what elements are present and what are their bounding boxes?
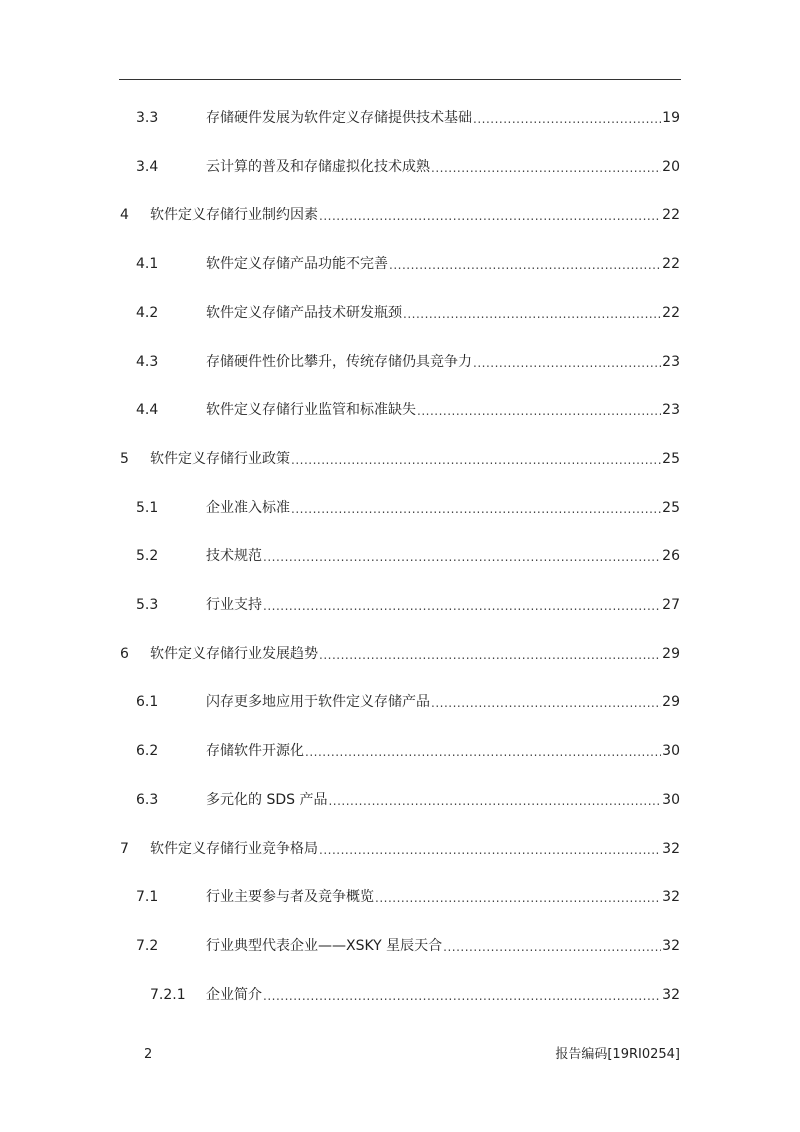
toc-dot-leader — [431, 157, 661, 179]
toc-dot-leader — [403, 303, 661, 325]
toc-entry[interactable] — [136, 399, 680, 421]
toc-entry-page: 29 — [662, 694, 680, 710]
toc-entry-number: 5.3 — [136, 597, 159, 613]
toc-entry[interactable] — [136, 351, 680, 373]
toc-entry-page: 32 — [662, 889, 680, 905]
toc-entry-title: 存储软件开源化 — [206, 743, 304, 759]
toc-entry-page: 32 — [662, 987, 680, 1003]
toc-entry-number: 5.1 — [136, 500, 159, 516]
toc-entry-number: 3.3 — [136, 110, 159, 126]
toc-entry-number: 6.1 — [136, 694, 159, 710]
toc-entry-number: 4 — [120, 207, 129, 223]
toc-entry[interactable] — [136, 302, 680, 324]
toc-dot-leader — [305, 741, 661, 763]
toc-entry-page: 22 — [662, 305, 680, 321]
toc-entry-number: 6.3 — [136, 792, 159, 808]
toc-entry-number: 3.4 — [136, 159, 159, 175]
toc-entry[interactable] — [136, 691, 680, 713]
toc-dot-leader — [443, 936, 661, 958]
toc-entry[interactable] — [120, 838, 680, 860]
toc-entry-number: 7.2.1 — [150, 987, 186, 1003]
toc-entry-page: 22 — [662, 256, 680, 272]
toc-dot-leader — [263, 985, 661, 1007]
toc-entry-page: 29 — [662, 646, 680, 662]
toc-entry-number: 4.4 — [136, 402, 159, 418]
toc-dot-leader — [319, 839, 661, 861]
toc-dot-leader — [291, 449, 661, 471]
toc-entry[interactable] — [136, 156, 680, 178]
toc-entry-page: 30 — [662, 792, 680, 808]
toc-entry-title: 软件定义存储行业制约因素 — [150, 207, 318, 223]
toc-entry-page: 30 — [662, 743, 680, 759]
toc-entry-title: 云计算的普及和存储虚拟化技术成熟 — [206, 159, 430, 175]
toc-entry-number: 7 — [120, 841, 129, 857]
toc-entry-page: 26 — [662, 548, 680, 564]
toc-entry-page: 22 — [662, 207, 680, 223]
toc-entry-page: 23 — [662, 354, 680, 370]
toc-dot-leader — [291, 498, 661, 520]
toc-entry-page: 25 — [662, 500, 680, 516]
header-rule — [119, 79, 681, 80]
toc-entry[interactable] — [136, 886, 680, 908]
toc-entry-page: 23 — [662, 402, 680, 418]
toc-dot-leader — [263, 546, 661, 568]
footer-page-number: 2 — [144, 1047, 153, 1062]
toc-entry[interactable] — [136, 497, 680, 519]
toc-entry-number: 4.2 — [136, 305, 159, 321]
toc-dot-leader — [389, 254, 661, 276]
toc-entry-number: 7.1 — [136, 889, 159, 905]
toc-entry[interactable] — [136, 789, 680, 811]
toc-entry[interactable] — [136, 253, 680, 275]
toc-entry-title: 软件定义存储行业政策 — [150, 451, 290, 467]
toc-entry-page: 27 — [662, 597, 680, 613]
toc-entry-title: 软件定义存储行业竞争格局 — [150, 841, 318, 857]
toc-entry-title: 软件定义存储产品技术研发瓶颈 — [206, 305, 402, 321]
toc-dot-leader — [328, 790, 661, 812]
toc-entry-number: 7.2 — [136, 938, 159, 954]
toc-entry[interactable] — [120, 643, 680, 665]
toc-dot-leader — [263, 595, 661, 617]
toc-entry-number: 4.3 — [136, 354, 159, 370]
toc-entry[interactable] — [136, 935, 680, 957]
toc-entry-title: 企业简介 — [206, 987, 262, 1003]
toc-entry-page: 32 — [662, 841, 680, 857]
toc-entry[interactable] — [120, 448, 680, 470]
toc-dot-leader — [431, 692, 661, 714]
toc-entry-title: 闪存更多地应用于软件定义存储产品 — [206, 694, 430, 710]
toc-entry-number: 6 — [120, 646, 129, 662]
toc-entry-page: 19 — [662, 110, 680, 126]
toc-entry[interactable] — [136, 594, 680, 616]
toc-entry-page: 25 — [662, 451, 680, 467]
toc-entry-title: 存储硬件发展为软件定义存储提供技术基础 — [206, 110, 472, 126]
toc-entry-title: 行业典型代表企业——XSKY 星辰天合 — [206, 938, 443, 954]
toc-entry-title: 软件定义存储行业发展趋势 — [150, 646, 318, 662]
toc-entry-title: 行业支持 — [206, 597, 262, 613]
toc-dot-leader — [319, 644, 661, 666]
toc-entry-title: 企业准入标准 — [206, 500, 290, 516]
toc-entry-page: 20 — [662, 159, 680, 175]
toc-entry[interactable] — [136, 545, 680, 567]
toc-entry-title: 多元化的 SDS 产品 — [206, 792, 328, 808]
toc-entry[interactable] — [136, 740, 680, 762]
toc-entry-number: 4.1 — [136, 256, 159, 272]
toc-entry[interactable] — [120, 204, 680, 226]
footer-report-code: 报告编码[19RI0254] — [555, 1047, 680, 1062]
toc-dot-leader — [375, 887, 661, 909]
toc-entry-page: 32 — [662, 938, 680, 954]
toc-dot-leader — [473, 352, 661, 374]
toc-entry[interactable] — [136, 107, 680, 129]
toc-entry-title: 存储硬件性价比攀升，传统存储仍具竞争力 — [206, 354, 472, 370]
toc-entry-title: 软件定义存储产品功能不完善 — [206, 256, 388, 272]
toc-entry-number: 5 — [120, 451, 129, 467]
toc-entry[interactable] — [150, 984, 680, 1006]
toc-dot-leader — [417, 400, 661, 422]
toc-entry-number: 6.2 — [136, 743, 159, 759]
toc-dot-leader — [473, 108, 661, 130]
toc-entry-title: 技术规范 — [206, 548, 262, 564]
toc-entry-title: 软件定义存储行业监管和标准缺失 — [206, 402, 416, 418]
toc-entry-title: 行业主要参与者及竞争概览 — [206, 889, 374, 905]
toc-entry-number: 5.2 — [136, 548, 159, 564]
toc-dot-leader — [319, 205, 661, 227]
